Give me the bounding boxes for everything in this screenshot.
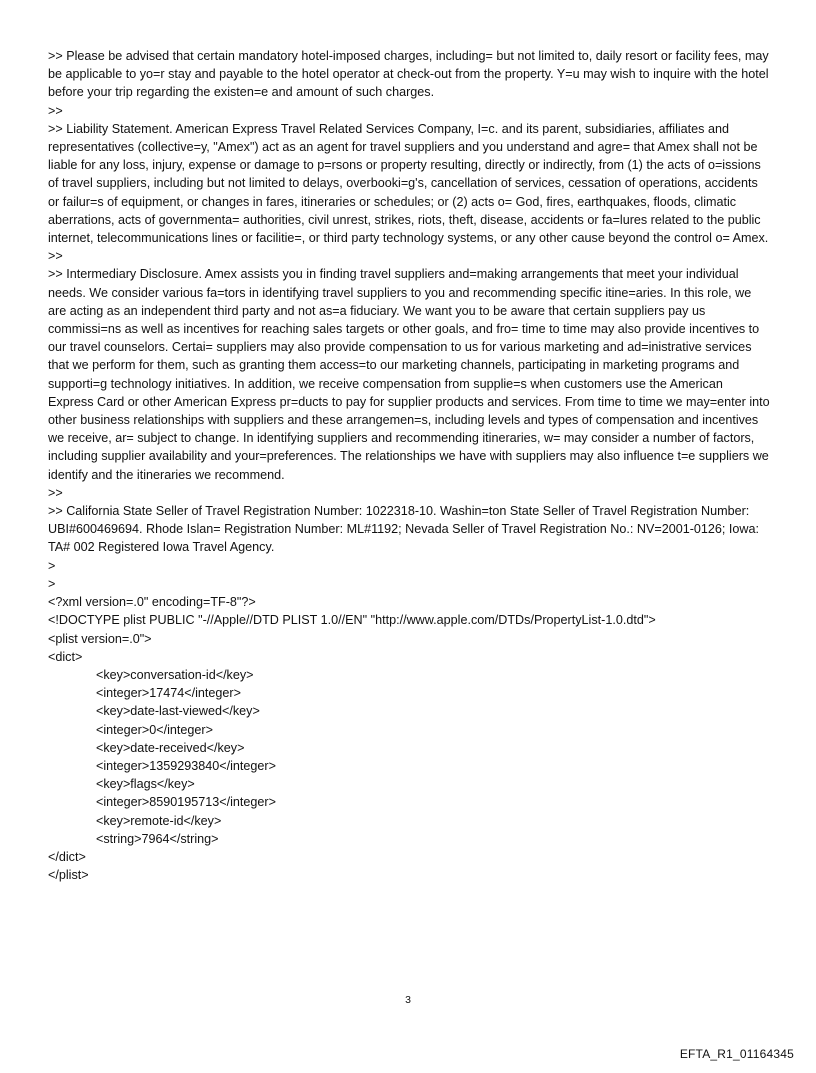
xml-entry: <key>remote-id</key>: [96, 813, 222, 828]
xml-entry: <integer>17474</integer>: [96, 686, 241, 701]
xml-entry: <key>flags</key>: [96, 777, 195, 792]
quote-marker: >>: [48, 485, 63, 500]
quote-marker: >: [48, 558, 56, 573]
quote-marker: >>: [48, 249, 63, 264]
xml-plist-block: [48, 593, 770, 884]
xml-entry: <key>conversation-id</key>: [96, 667, 254, 682]
quote-marker: >: [48, 576, 56, 591]
paragraph-hotel-charges: >> Please be advised that certain mandatory hotel-imposed charges, including= but not limited to, daily resort or facility fees, may be applicable to yo=r stay and payable to the hotel operator at check-out from the property. Y=u may wish to inquire with the hotel before your trip regarding the existen=e and amount of such charges.: [48, 49, 769, 100]
page-number: 3: [405, 994, 411, 1006]
paragraph-liability-statement: >> Liability Statement. American Express Travel Related Services Company, I=c. and its parent, subsidiaries, affiliates and representatives (collective=y, "Amex") act as an agent for travel suppliers and you understand and agre= that Amex shall not be liable for any loss, injury, expense or damage to p=rsons or property resulting, directly or indirectly, from (1) the acts of o=issions of travel suppliers, including but not limited to delays, overbooki=g's, cancellation of services, cessation of operations, accidents or failur=s of equipment, or changes in fares, itineraries or schedules; or (2) acts o= God, fires, earthquakes, floods, climatic aberrations, acts of governmenta= authorities, civil unrest, strikes, riots, theft, disease, accidents or fa=lures related to the public internet, telecommunications lines or facilitie=, or third party technology systems, or any other cause beyond the control o= Amex.: [48, 121, 769, 246]
xml-entry: <integer>0</integer>: [96, 722, 213, 737]
xml-dict-open: <dict>: [48, 649, 83, 664]
xml-plist-open: <plist version=.0">: [48, 631, 152, 646]
xml-plist-close: </plist>: [48, 868, 89, 883]
document-body: [48, 47, 770, 884]
xml-entry: <integer>8590195713</integer>: [96, 795, 276, 810]
xml-doctype: <!DOCTYPE plist PUBLIC "-//Apple//DTD PLIST 1.0//EN" "http://www.apple.com/DTDs/PropertyList-1.0.dtd">: [48, 613, 656, 628]
paragraph-registration-numbers: >> California State Seller of Travel Registration Number: 1022318-10. Washin=ton State Seller of Travel Registration Number: UBI#600469694. Rhode Islan= Registration Number: ML#1192; Nevada Seller of Travel Registration No.: NV=2001-0126; Iowa: TA# 002 Registered Iowa Travel Agency.: [48, 504, 760, 555]
quote-marker: >>: [48, 103, 63, 118]
xml-dict-close: </dict>: [48, 849, 86, 864]
xml-entry: <string>7964</string>: [96, 831, 219, 846]
xml-declaration: <?xml version=.0" encoding=TF-8"?>: [48, 595, 256, 610]
paragraph-intermediary-disclosure: >> Intermediary Disclosure. Amex assists you in finding travel suppliers and=making arrangements that meet your individual needs. We consider various fa=tors in identifying travel suppliers to you and recommending specific itine=aries. In this role, we are acting as an independent third party and not as=a fiduciary. We want you to be aware that certain suppliers pay us commissi=ns as well as incentives for reaching sales targets or other goals, and fro= time to time may also provide incentives to our travel counselors. Certai= suppliers may also provide compensation to us for various marketing and ad=inistrative services that we perform for them, such as granting them access=to our marketing channels, participating in marketing programs and supporti=g technology initiatives. In addition, we receive compensation from supplie=s when customers use the American Express Card or other American Express pr=ducts to pay for supplier products and services. From time to time we may=enter into other business relationships with suppliers and these arrangemen=s, including levels and types of compensation and incentives we receive, ar= subject to change. In identifying suppliers and recommending itineraries, w= may consider a number of factors, including supplier availability and your=preferences. The relationships we have with suppliers may also influence t=e suppliers we identify and the itineraries we recommend.: [48, 267, 770, 482]
xml-entry: <key>date-last-viewed</key>: [96, 704, 260, 719]
document-id: EFTA_R1_01164345: [679, 1047, 794, 1061]
xml-entry: <integer>1359293840</integer>: [96, 758, 276, 773]
xml-entry: <key>date-received</key>: [96, 740, 245, 755]
